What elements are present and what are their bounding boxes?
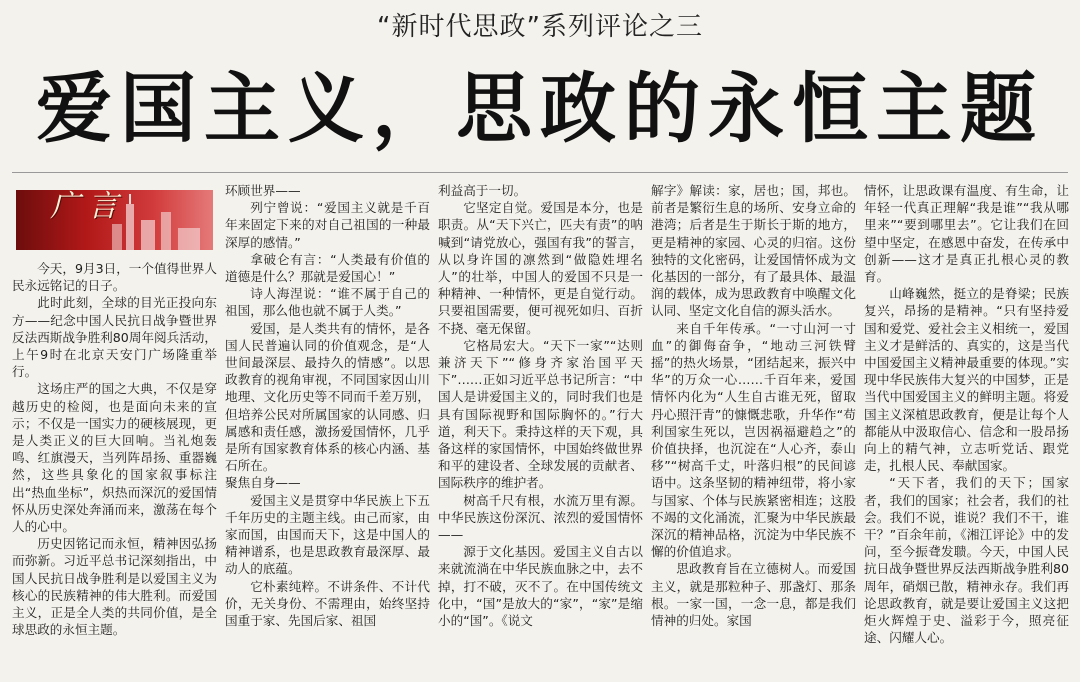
- article-paragraph: 情怀，让思政课有温度、有生命，让年轻一代真正理解“我是谁”“我从哪里来”“要到哪里去”。它让我们在回望中坚定，在感恩中奋发，在传承中创新——这才是真正扎根心灵的教育。: [864, 183, 1069, 285]
- article-paragraph: 利益高于一切。: [438, 183, 527, 198]
- article-paragraph: 来自千年传承。“一寸山河一寸血”的御侮奋争，“地动三河铁臂摇”的热火场景，“团结起来，振兴中华”的万众一心……千百年来，爱国情怀内化为“人生自古谁无死，留取丹心照汗青”的慷慨悲歌，升华作“苟利国家生死以，岂因祸福避趋之”的价值抉择，也沉淀在“人心齐，泰山移”“树高千丈，叶落归根”的民间谚语中。这条坚韧的精神纽带，将小家与国家、个体与民族紧密相连；这股不竭的文化涌流，汇聚为中华民族最深沉的精神品格，沉淀为中华民族不懈的价值追求。: [651, 320, 856, 560]
- skyline-spire: [129, 194, 131, 204]
- skyline-building: [112, 224, 122, 250]
- column-text: [651, 182, 856, 629]
- article-paragraph: 环顾世界——: [225, 183, 301, 198]
- article-paragraph: 此时此刻，全球的目光正投向东方——纪念中国人民抗日战争暨世界反法西斯战争胜利80周年阅兵活动，上午9时在北京天安门广场隆重举行。: [12, 295, 217, 380]
- skyline-building: [141, 220, 155, 250]
- article-paragraph: 爱国主义是贯穿中华民族上下五千年历史的主题主线。由己而家，由家而国，由国而天下，这是中国人的精神谱系，也是思政教育最深厚、最动人的底蕴。: [225, 492, 430, 577]
- column-text: [864, 182, 1069, 646]
- article-paragraph: 它坚定自觉。爱国是本分，也是职责。从“天下兴亡，匹夫有责”的呐喊到“请党放心，强国有我”的誓言，从以身许国的凛然到“做隐姓埋名人”的壮举，中国人的爱国不只是一种精神、一种情怀，更是自觉行动。只要祖国需要，便可视死如归、百折不挠、毫无保留。: [438, 200, 643, 336]
- skyline-tower: [126, 204, 134, 250]
- article-paragraph: 今天，9月3日，一个值得世界人民永远铭记的日子。: [12, 261, 217, 294]
- column-banner-image: [16, 190, 213, 250]
- article-paragraph: 爱国，是人类共有的情怀，是各国人民普遍认同的价值观念，是“人世间最深层、最持久的情感”。以思政教育的视角审视，不同国家因山川地理、文化历史等不同而千差万别，但培养公民对所属国家的认同感、归属感和责任感，激扬爱国情怀，几乎是所有国家教育体系的核心内涵、基石所在。: [225, 320, 430, 474]
- article-column-2: [225, 182, 430, 680]
- article-body: [12, 182, 1072, 680]
- article-column-1: [12, 182, 217, 680]
- article-paragraph: 源于文化基因。爱国主义自古以来就流淌在中华民族血脉之中，去不掉，打不破，灭不了。在中国传统文化中，“国”是放大的“家”，“家”是缩小的“国”。《说文: [438, 544, 643, 629]
- skyline-building: [178, 228, 200, 250]
- article-paragraph: 解字》解读：家，居也；国，邦也。前者是繁衍生息的场所、安身立命的港湾；后者是生于斯长于斯的地方，更是精神的家园、心灵的归宿。这份独特的文化密码，让爱国情怀成为文化基因的一部分，有了最具体、最温润的载体，成为思政教育中唤醒文化认同、坚定文化自信的源头活水。: [651, 183, 856, 319]
- article-paragraph: 树高千尺有根，水流万里有源。中华民族这份深沉、浓烈的爱国情怀——: [438, 492, 643, 543]
- article-paragraph: 这场庄严的国之大典，不仅是穿越历史的检阅，也是面向未来的宣示；不仅是一国实力的硬核展现，更是人类正义的巨大回响。当礼炮轰鸣、红旗漫天，当列阵昂扬、重器巍然，这些具象化的国家叙事标注出“热血坐标”，炽热而深沉的爱国情怀从历史深处奔涌而来，激荡在每个人的心中。: [12, 381, 217, 535]
- article-column-3: [438, 182, 643, 680]
- article-paragraph: 拿破仑有言：“人类最有价值的道德是什么？那就是爱国心！”: [225, 251, 430, 285]
- column-banner-label: 广言: [50, 190, 126, 224]
- article-paragraph: 聚焦自身——: [225, 475, 301, 491]
- article-paragraph: 诗人海涅说：“谁不属于自己的祖国，那么他也就不属于人类。”: [225, 286, 430, 319]
- skyline-building: [161, 212, 171, 250]
- page-title: 爱国主义，思政的永恒主题: [36, 64, 1044, 153]
- article-paragraph: 思政教育旨在立德树人。而爱国主义，就是那粒种子、那盏灯、那条根。一家一国，一念一息，都是我们情神的归处。家国: [651, 561, 856, 629]
- column-text: [12, 260, 217, 638]
- column-text: [225, 182, 430, 629]
- article-paragraph: 列宁曾说：“爱国主义就是千百年来固定下来的对自己祖国的一种最深厚的感情。”: [225, 200, 430, 250]
- article-paragraph: “天下者，我们的天下；国家者，我们的国家；社会者，我们的社会。我们不说，谁说？我们不干，谁干？”百余年前，《湘江评论》中的发问，至今振聋发聩。今天，中国人民抗日战争暨世界反法西斯战争胜利80周年，硝烟已散，精神永存。我们再论思政教育，就是要让爱国主义这把炬火辉煌于史、溢彩于今，照亮征途、闪耀人心。: [864, 475, 1069, 646]
- article-paragraph: 山峰巍然，挺立的是脊梁；民族复兴，昂扬的是精神。“只有坚持爱国和爱党、爱社会主义相统一，爱国主义才是鲜活的、真实的，这是当代中国爱国主义精神最重要的体现。”实现中华民族伟大复兴的中国梦，正是当代中国爱国主义的鲜明主题。将爱国主义深植思政教育，便是让每个人都能从中汲取信心、信念和一股昂扬向上的精气神，立志听党话、跟党走，扎根人民、奉献国家。: [864, 286, 1069, 474]
- article-paragraph: 它朴素纯粹。不讲条件、不计代价，无关身份、不需理由，始终坚持国重于家、先国后家、祖国: [225, 578, 430, 629]
- article-paragraph: 历史因铭记而永恒，精神因弘扬而弥新。习近平总书记深刻指出，中国人民抗日战争胜利是以爱国主义为核心的民族精神的伟大胜利。而爱国主义，正是全人类的共同价值，是全球思政的永恒主题。: [12, 536, 217, 638]
- series-kicker: “新时代思政”系列评论之三: [377, 12, 703, 42]
- article-column-5: [864, 182, 1069, 680]
- article-paragraph: 它格局宏大。“天下一家”“达则兼济天下”“修身齐家治国平天下”……正如习近平总书记所言：“中国人是讲爱国主义的，同时我们也是具有国际视野和国际胸怀的。”行大道，利天下。秉持这样的天下观，具备这样的家国情怀，中国始终做世界和平的建设者、全球发展的贡献者、国际秩序的维护者。: [438, 337, 643, 491]
- column-text: [438, 182, 643, 629]
- article-column-4: [651, 182, 856, 680]
- header-divider: [12, 172, 1068, 173]
